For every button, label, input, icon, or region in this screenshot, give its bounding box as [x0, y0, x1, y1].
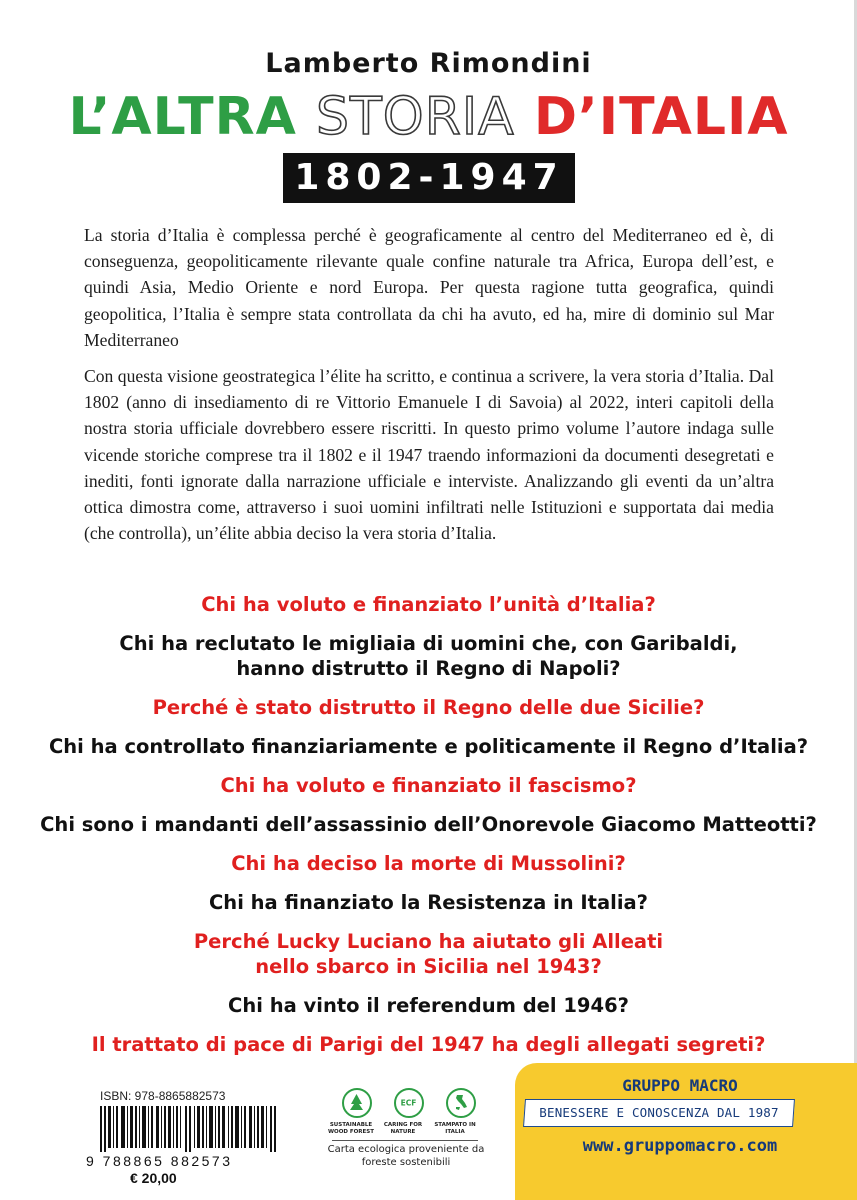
question-7: Chi ha deciso la morte di Mussolini?: [231, 852, 626, 875]
tree-icon: [342, 1088, 372, 1118]
publisher-tagline: BENESSERE E CONOSCENZA DAL 1987: [539, 1105, 779, 1120]
question-10: Chi ha vinto il referendum del 1946?: [228, 994, 629, 1017]
title-part-green: L’ALTRA: [68, 87, 317, 147]
eco-certifications: [326, 1088, 486, 1188]
italy-map-icon: [446, 1088, 476, 1118]
question-8: Chi ha finanziato la Resistenza in Italia?: [209, 891, 648, 914]
question-2-line-1: Chi ha reclutato le migliaia di uomini che, con Garibaldi,: [119, 632, 738, 655]
question-9-line-2: nello sbarco in Sicilia nel 1943?: [255, 955, 602, 978]
eco-paper-text: Carta ecologica proveniente da foreste sostenibili: [327, 1144, 485, 1168]
eco-caption-2: CARING FOR NATURE: [383, 1122, 423, 1135]
question-2-line-2: hanno distrutto il Regno di Napoli?: [236, 657, 621, 680]
title-part-outline: STORIA: [316, 87, 515, 147]
title-part-red: D’ITALIA: [514, 87, 789, 147]
question-2: [30, 631, 827, 681]
eco-caption-1: SUSTAINABLE WOOD FOREST: [327, 1122, 375, 1135]
barcode: [100, 1106, 278, 1152]
author-name: Lamberto Rimondini: [265, 48, 592, 79]
price: € 20,00: [130, 1170, 177, 1186]
question-3: Perché è stato distrutto il Regno delle due Sicilie?: [152, 696, 705, 719]
years-badge: 1802-1947: [283, 153, 575, 203]
synopsis-paragraph-2: Con questa visione geostrategica l’élite ha scritto, e continua a scrivere, la vera storia d’Italia. Dal 1802 (anno di insediamento di re Vittorio Emanuele I di Savoia) al 2022, interi capitoli della nostra storia ufficiale dovrebbero essere riscritti. In questo primo volume l’autore indaga sulle vicende storiche comprese tra il 1802 e il 1947 traendo informazioni da documenti desegretati e inediti, fonti ignorate dalla narrazione ufficiale e interviste. Analizzando gli eventi da un’altra ottica dimostra come, attraverso i suoi uomini infiltrati nelle Istituzioni e supportata dai media (che controlla), un’élite abbia deciso la vera storia d’Italia.: [84, 366, 774, 544]
question-5: Chi ha voluto e finanziato il fascismo?: [220, 774, 637, 797]
question-9-line-1: Perché Lucky Luciano ha aiutato gli Alleati: [193, 930, 664, 953]
synopsis-paragraph-1: La storia d’Italia è complessa perché è geograficamente al centro del Mediterraneo ed è, di conseguenza, geopoliticamente rilevante quale confine naturale tra Africa, Europa dell’est, e quindi Asia, Medio Oriente e nord Europa. Per questa ragione tutta geografica, quindi geopolitica, l’Italia è sempre stata controllata da chi ha avuto, ed ha, mire di dominio sul Mar Mediterraneo: [84, 225, 774, 350]
book-title: [0, 86, 857, 148]
ecf-badge-text: ECF: [400, 1098, 417, 1108]
publisher-url: www.gruppomacro.com: [582, 1136, 778, 1156]
synopsis: [84, 222, 774, 556]
barcode-digits: 9 788865 882573: [86, 1153, 233, 1169]
eco-divider: [332, 1140, 478, 1141]
questions-list: [30, 592, 827, 1071]
question-11: Il trattato di pace di Parigi del 1947 ha degli allegati segreti?: [91, 1033, 766, 1056]
question-4: Chi ha controllato finanziariamente e politicamente il Regno d’Italia?: [48, 735, 809, 758]
eco-icons: [332, 1088, 482, 1120]
question-1: Chi ha voluto e finanziato l’unità d’Italia?: [201, 593, 656, 616]
isbn-label: ISBN: 978-8865882573: [100, 1089, 226, 1103]
publisher-name: GRUPPO MACRO: [622, 1076, 738, 1095]
question-6: Chi sono i mandanti dell’assassinio dell’Onorevole Giacomo Matteotti?: [40, 813, 817, 836]
question-9: [30, 929, 827, 979]
ecf-badge-icon: [394, 1088, 424, 1118]
eco-caption-3: STAMPATO IN ITALIA: [434, 1122, 476, 1135]
